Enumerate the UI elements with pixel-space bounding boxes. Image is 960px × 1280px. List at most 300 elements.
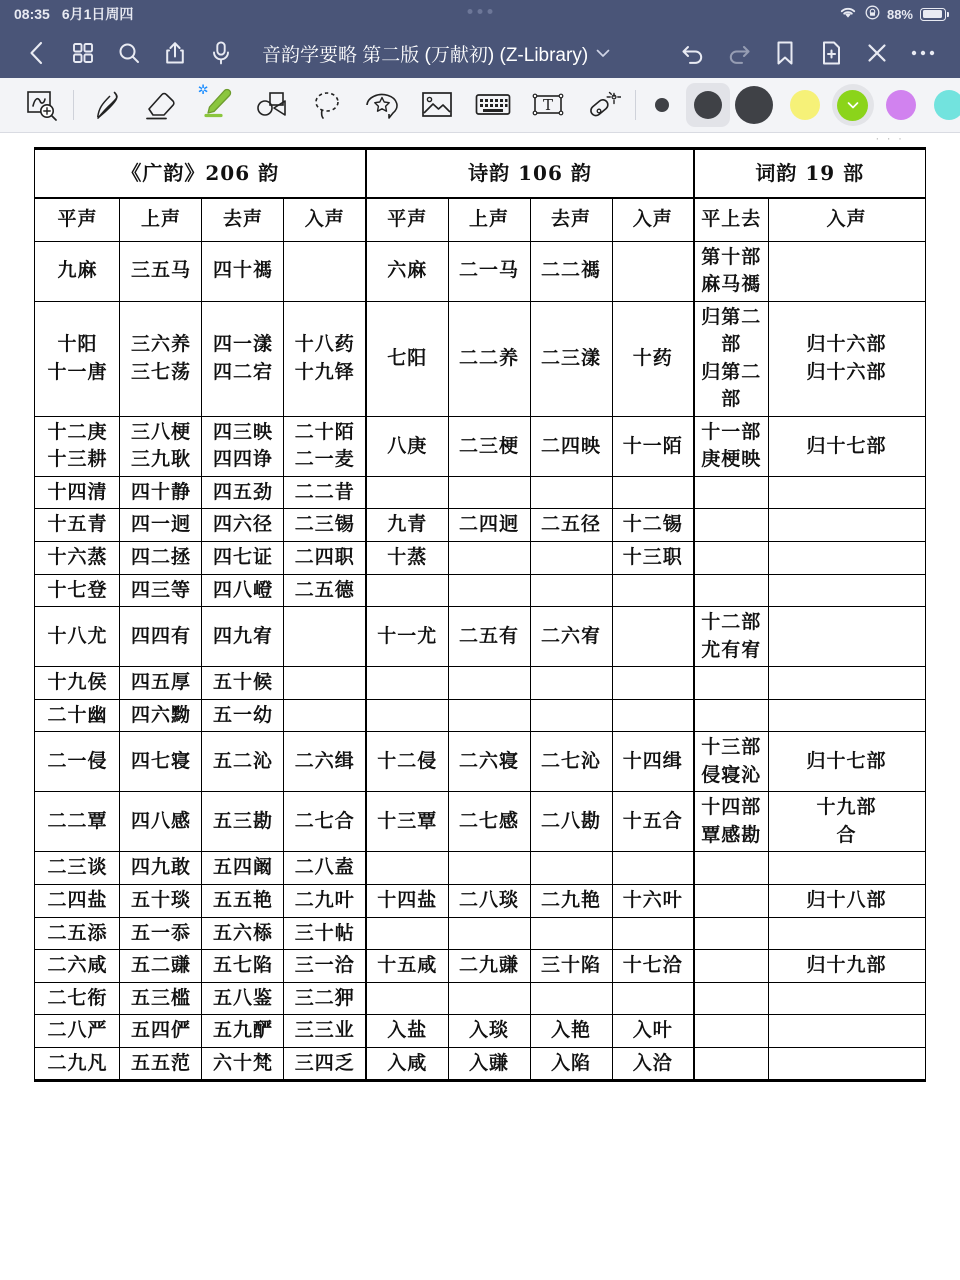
table-cell xyxy=(284,476,366,509)
sticker-icon[interactable] xyxy=(355,82,410,128)
table-cell xyxy=(284,667,366,700)
column-header-cell: 去声 xyxy=(530,198,612,241)
document-page[interactable] xyxy=(0,133,960,1280)
table-cell xyxy=(120,542,202,575)
cell-text: 五四俨 xyxy=(130,1019,191,1042)
table-cell xyxy=(448,792,530,852)
table-cell xyxy=(694,301,768,416)
close-icon[interactable] xyxy=(854,33,900,73)
cell-text: 四五厚 xyxy=(130,671,191,694)
table-cell xyxy=(202,1015,284,1048)
cell-text: 二八琰 xyxy=(458,889,519,912)
cell-text: 二七合 xyxy=(294,810,355,833)
table-cell xyxy=(768,950,925,983)
column-header-cell: 平上去 xyxy=(694,198,768,241)
table-cell xyxy=(530,885,612,918)
cell-text: 四八嶝 xyxy=(212,578,273,601)
table-cell xyxy=(530,792,612,852)
magic-eraser-icon[interactable] xyxy=(576,82,631,128)
cell-text: 九青 xyxy=(387,513,428,536)
table-cell xyxy=(284,416,366,476)
document-title-menu[interactable] xyxy=(262,40,610,67)
table-cell xyxy=(120,607,202,667)
column-header-cell: 平声 xyxy=(35,198,120,241)
table-cell xyxy=(202,885,284,918)
cell-text: 十四部 覃感勘 xyxy=(701,796,762,846)
cell-text: 三三业 xyxy=(294,1019,355,1042)
eraser-icon[interactable] xyxy=(134,82,189,128)
app-toolbar xyxy=(0,28,960,78)
cell-text: 九麻 xyxy=(57,259,98,282)
cell-text: 四二拯 xyxy=(130,546,191,569)
cell-text: 五二沁 xyxy=(212,750,273,773)
table-cell xyxy=(530,732,612,792)
cell-text: 二五径 xyxy=(540,513,601,536)
cell-text: 二三锡 xyxy=(294,513,355,536)
table-cell xyxy=(366,607,448,667)
undo-icon[interactable] xyxy=(670,33,716,73)
table-cell xyxy=(202,476,284,509)
cell-text: 归十七部 xyxy=(806,434,887,457)
table-row xyxy=(35,574,925,607)
table-cell xyxy=(284,917,366,950)
table-cell xyxy=(530,1015,612,1048)
table-cell xyxy=(120,574,202,607)
color-purple[interactable] xyxy=(880,84,922,126)
table-cell xyxy=(366,885,448,918)
cell-text: 二五有 xyxy=(458,624,519,647)
table-cell xyxy=(612,1047,694,1081)
table-cell xyxy=(448,301,530,416)
table-cell xyxy=(202,574,284,607)
cell-text: 十九部 合 xyxy=(816,796,877,846)
table-cell xyxy=(120,852,202,885)
cell-text: 五七陷 xyxy=(212,954,273,977)
table-cell xyxy=(120,509,202,542)
cell-text: 三十陷 xyxy=(540,954,601,977)
cell-text: 十六叶 xyxy=(622,889,683,912)
table-cell xyxy=(768,241,925,301)
cell-text: 二一马 xyxy=(458,259,519,282)
cell-text: 归第二部 归第二部 xyxy=(701,305,762,411)
table-cell xyxy=(530,241,612,301)
cell-text: 十三部 侵寝沁 xyxy=(701,736,762,786)
table-row xyxy=(35,792,925,852)
cell-text: 四七证 xyxy=(212,546,273,569)
table-cell xyxy=(366,301,448,416)
table-cell xyxy=(448,982,530,1015)
table-cell xyxy=(694,950,768,983)
table-cell xyxy=(202,241,284,301)
table-cell xyxy=(530,1047,612,1081)
table-cell xyxy=(284,542,366,575)
group-header-cell: 《广韵》206 韵 xyxy=(35,149,366,199)
table-cell xyxy=(694,792,768,852)
table-cell xyxy=(694,732,768,792)
table-cell xyxy=(284,1047,366,1081)
table-row xyxy=(35,607,925,667)
table-cell xyxy=(35,301,120,416)
table-cell xyxy=(202,732,284,792)
cell-text: 十二锡 xyxy=(622,513,683,536)
table-cell xyxy=(612,476,694,509)
table-cell xyxy=(448,574,530,607)
table-cell xyxy=(612,607,694,667)
table-row xyxy=(35,416,925,476)
cell-text: 入琰 xyxy=(468,1019,509,1042)
table-cell xyxy=(366,699,448,732)
table-cell xyxy=(120,732,202,792)
table-cell xyxy=(35,885,120,918)
cell-text: 二二养 xyxy=(458,346,519,369)
table-cell xyxy=(768,542,925,575)
table-cell xyxy=(694,917,768,950)
column-header-cell: 入声 xyxy=(284,198,366,241)
table-cell xyxy=(120,667,202,700)
table-cell xyxy=(612,982,694,1015)
table-cell xyxy=(120,982,202,1015)
cell-text: 十蒸 xyxy=(387,546,428,569)
table-row xyxy=(35,852,925,885)
table-cell xyxy=(120,416,202,476)
table-cell xyxy=(448,950,530,983)
table-cell xyxy=(366,917,448,950)
column-header-cell: 入声 xyxy=(768,198,925,241)
table-cell xyxy=(120,1015,202,1048)
table-cell xyxy=(366,1015,448,1048)
cell-text: 四五劲 xyxy=(212,480,273,503)
cell-text: 五八鉴 xyxy=(212,986,273,1009)
back-chevron-icon[interactable] xyxy=(14,33,60,73)
table-cell xyxy=(448,699,530,732)
table-cell xyxy=(202,1047,284,1081)
cell-text: 五五艳 xyxy=(212,889,273,912)
status-bar xyxy=(0,0,960,28)
table-cell xyxy=(120,699,202,732)
cell-text: 十八药 十九铎 xyxy=(294,333,355,383)
cell-text: 三六养 三七荡 xyxy=(130,333,191,383)
table-cell xyxy=(768,574,925,607)
table-cell xyxy=(694,699,768,732)
table-cell xyxy=(284,792,366,852)
table-cell xyxy=(448,416,530,476)
cell-text: 四十静 xyxy=(130,480,191,503)
table-cell xyxy=(284,574,366,607)
table-cell xyxy=(448,732,530,792)
table-cell xyxy=(612,950,694,983)
page-scan-mark: · · · xyxy=(875,133,904,145)
share-icon[interactable] xyxy=(152,33,198,73)
table-cell xyxy=(120,1047,202,1081)
table-row xyxy=(35,1047,925,1081)
table-cell xyxy=(284,699,366,732)
zoom-write-icon[interactable] xyxy=(14,82,69,128)
table-cell xyxy=(120,241,202,301)
lasso-icon[interactable] xyxy=(299,82,354,128)
table-row xyxy=(35,885,925,918)
cell-text: 二九艳 xyxy=(540,889,601,912)
group-header-cell: 词韵 19 部 xyxy=(694,149,925,199)
size-small[interactable] xyxy=(640,83,684,127)
cell-text: 归十七部 xyxy=(806,750,887,773)
table-row xyxy=(35,982,925,1015)
cell-text: 三八梗 三九耿 xyxy=(130,420,191,471)
table-cell xyxy=(120,885,202,918)
rhyme-comparison-table xyxy=(34,147,925,1082)
cell-text: 七阳 xyxy=(387,346,428,369)
cell-text: 四三等 xyxy=(130,578,191,601)
cell-text: 二三漾 xyxy=(540,346,601,369)
table-cell xyxy=(120,792,202,852)
cell-text: 二七衔 xyxy=(47,986,108,1009)
table-cell xyxy=(768,1015,925,1048)
table-cell xyxy=(366,542,448,575)
wifi-icon xyxy=(838,5,858,23)
table-cell xyxy=(694,607,768,667)
table-cell xyxy=(120,917,202,950)
cell-text: 十五合 xyxy=(622,810,683,833)
microphone-icon[interactable] xyxy=(198,33,244,73)
page-title: 音韵学要略 第二版 (万献初) (Z-Library) xyxy=(262,44,589,66)
toolbar-divider-2 xyxy=(635,90,636,120)
cell-text: 二五德 xyxy=(294,578,355,601)
table-row xyxy=(35,667,925,700)
table-cell xyxy=(530,416,612,476)
cell-text: 二十陌 二一麦 xyxy=(294,420,355,471)
table-cell xyxy=(35,699,120,732)
cell-text: 二六寝 xyxy=(458,750,519,773)
cell-text: 四四有 xyxy=(130,624,191,647)
cell-text: 十二庚 十三耕 xyxy=(47,420,108,471)
table-cell xyxy=(530,950,612,983)
highlighter-icon[interactable] xyxy=(189,82,244,128)
table-cell xyxy=(612,732,694,792)
cell-text: 第十部 麻马禡 xyxy=(701,245,762,296)
table-cell xyxy=(448,607,530,667)
table-cell xyxy=(366,950,448,983)
add-page-icon[interactable] xyxy=(808,33,854,73)
cell-text: 十七登 xyxy=(47,578,108,601)
cell-text: 五一幼 xyxy=(212,703,273,726)
table-cell xyxy=(284,301,366,416)
cell-text: 二八盍 xyxy=(294,856,355,879)
table-cell xyxy=(202,792,284,852)
table-row xyxy=(35,917,925,950)
table-cell xyxy=(35,950,120,983)
table-cell xyxy=(448,241,530,301)
table-cell xyxy=(35,982,120,1015)
cell-text: 入盐 xyxy=(387,1019,428,1042)
table-cell xyxy=(202,950,284,983)
table-row xyxy=(35,542,925,575)
table-cell xyxy=(530,667,612,700)
table-row xyxy=(35,476,925,509)
cell-text: 五九酽 xyxy=(212,1019,273,1042)
cell-text: 五三槛 xyxy=(130,986,191,1009)
table-cell xyxy=(284,982,366,1015)
table-cell xyxy=(448,476,530,509)
table-cell xyxy=(202,301,284,416)
redo-icon[interactable] xyxy=(716,33,762,73)
cell-text: 二十幽 xyxy=(47,703,108,726)
table-cell xyxy=(120,950,202,983)
keyboard-icon[interactable] xyxy=(465,82,520,128)
cell-text: 二三谈 xyxy=(47,856,108,879)
cell-text: 十三覃 xyxy=(377,810,438,833)
table-cell xyxy=(768,509,925,542)
color-green[interactable] xyxy=(832,84,874,126)
table-cell xyxy=(612,574,694,607)
cell-text: 四一漾 四二宕 xyxy=(212,333,273,383)
cell-text: 十四缉 xyxy=(622,750,683,773)
svg-text:T: T xyxy=(543,96,554,114)
table-cell xyxy=(768,982,925,1015)
status-time: 08:35 xyxy=(14,6,50,22)
cell-text: 四一迥 xyxy=(130,513,191,536)
table-cell xyxy=(768,476,925,509)
table-row xyxy=(35,301,925,416)
table-cell xyxy=(202,667,284,700)
table-cell xyxy=(202,607,284,667)
table-cell xyxy=(284,607,366,667)
table-cell xyxy=(284,241,366,301)
chevron-down-icon xyxy=(847,101,859,110)
table-cell xyxy=(612,699,694,732)
cell-text: 二二禡 xyxy=(540,259,601,282)
pen-icon[interactable] xyxy=(78,82,133,128)
cell-text: 入洽 xyxy=(632,1051,673,1074)
table-cell xyxy=(612,885,694,918)
bookmark-icon[interactable] xyxy=(762,33,808,73)
cell-text: 十五青 xyxy=(47,513,108,536)
table-cell xyxy=(530,542,612,575)
table-cell xyxy=(694,542,768,575)
cell-text: 五二豏 xyxy=(130,954,191,977)
cell-text: 十六蒸 xyxy=(47,546,108,569)
cell-text: 四七寝 xyxy=(130,750,191,773)
cell-text: 十二部 尤有宥 xyxy=(701,611,762,661)
table-cell xyxy=(694,667,768,700)
table-row xyxy=(35,1015,925,1048)
table-cell xyxy=(120,301,202,416)
cell-text: 十五咸 xyxy=(377,954,438,977)
table-cell xyxy=(366,241,448,301)
table-cell xyxy=(612,667,694,700)
column-header-cell: 入声 xyxy=(612,198,694,241)
cell-text: 归十六部 归十六部 xyxy=(806,333,887,383)
color-cyan[interactable] xyxy=(928,84,960,126)
table-cell xyxy=(284,732,366,792)
size-medium[interactable] xyxy=(686,83,730,127)
cell-text: 二九豏 xyxy=(458,954,519,977)
cell-text: 四八感 xyxy=(130,810,191,833)
table-cell xyxy=(694,574,768,607)
table-cell xyxy=(35,241,120,301)
text-box-icon[interactable] xyxy=(520,82,575,128)
search-icon[interactable] xyxy=(106,33,152,73)
cell-text: 五十琰 xyxy=(130,889,191,912)
table-cell xyxy=(35,732,120,792)
cell-text: 四三映 四四诤 xyxy=(212,420,273,471)
more-icon[interactable] xyxy=(900,33,946,73)
table-cell xyxy=(366,574,448,607)
table-cell xyxy=(448,542,530,575)
table-cell xyxy=(530,509,612,542)
grid-icon[interactable] xyxy=(60,33,106,73)
table-cell xyxy=(35,667,120,700)
toolbar-right-group xyxy=(670,33,946,73)
cell-text: 五三勘 xyxy=(212,810,273,833)
shapes-icon[interactable] xyxy=(244,82,299,128)
cell-text: 二四盐 xyxy=(47,889,108,912)
table-cell xyxy=(366,982,448,1015)
table-cell xyxy=(768,917,925,950)
color-yellow[interactable] xyxy=(784,84,826,126)
cell-text: 入艳 xyxy=(550,1019,591,1042)
table-cell xyxy=(366,1047,448,1081)
cell-text: 入叶 xyxy=(632,1019,673,1042)
image-icon[interactable] xyxy=(410,82,465,128)
table-cell xyxy=(366,416,448,476)
table-cell xyxy=(202,852,284,885)
cell-text: 二五添 xyxy=(47,921,108,944)
table-cell xyxy=(612,917,694,950)
table-cell xyxy=(768,699,925,732)
cell-text: 四六黝 xyxy=(130,703,191,726)
cell-text: 二六宥 xyxy=(540,624,601,647)
table-cell xyxy=(35,917,120,950)
cell-text: 十一部 庚梗映 xyxy=(701,420,762,471)
table-cell xyxy=(202,699,284,732)
table-cell xyxy=(768,885,925,918)
toolbar-divider xyxy=(73,90,74,120)
table-cell xyxy=(35,607,120,667)
table-cell xyxy=(448,509,530,542)
table-cell xyxy=(694,982,768,1015)
cell-text: 二六缉 xyxy=(294,750,355,773)
table-cell xyxy=(284,885,366,918)
table-row xyxy=(35,950,925,983)
table-cell xyxy=(612,1015,694,1048)
cell-text: 四十禡 xyxy=(212,259,273,282)
table-cell xyxy=(35,542,120,575)
table-cell xyxy=(530,699,612,732)
cell-text: 二七沁 xyxy=(540,750,601,773)
size-large[interactable] xyxy=(732,83,776,127)
table-cell xyxy=(530,852,612,885)
table-cell xyxy=(448,667,530,700)
status-date: 6月1日周四 xyxy=(61,6,134,22)
table-cell xyxy=(284,852,366,885)
cell-text: 五六㮇 xyxy=(212,921,273,944)
table-cell xyxy=(35,1015,120,1048)
table-cell xyxy=(448,885,530,918)
table-cell xyxy=(612,416,694,476)
table-cell xyxy=(694,416,768,476)
cell-text: 三四乏 xyxy=(294,1051,355,1074)
table-cell xyxy=(694,241,768,301)
cell-text: 三五马 xyxy=(130,259,191,282)
cell-text: 五五范 xyxy=(130,1051,191,1074)
table-row xyxy=(35,699,925,732)
table-cell xyxy=(448,1015,530,1048)
table-cell xyxy=(612,542,694,575)
cell-text: 二八勘 xyxy=(540,810,601,833)
table-column-header xyxy=(35,198,925,241)
cell-text: 十药 xyxy=(632,346,673,369)
table-cell xyxy=(768,301,925,416)
cell-text: 四九敢 xyxy=(130,856,191,879)
